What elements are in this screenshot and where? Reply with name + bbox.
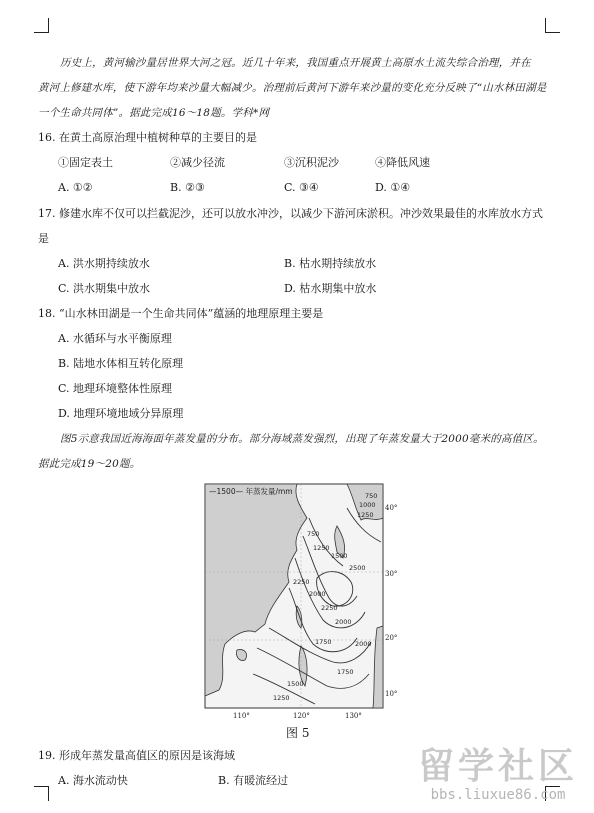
- contour-label: 1250: [357, 511, 374, 519]
- q18-option-c: C. 地理环境整体性原理: [58, 382, 173, 395]
- q17-option-d: D. 枯水期集中放水: [284, 282, 377, 295]
- contour-label: 2000: [309, 590, 326, 598]
- lon-label-110: 110°: [233, 712, 250, 720]
- intro-line-1: 历史上，黄河输沙量居世界大河之冠。近几十年来，我国重点开展黄土高原水土流失综合治理，并在: [60, 57, 531, 69]
- q16-stem: 16. 在黄土高原治理中植树种草的主要目的是: [38, 131, 257, 144]
- q16-option-c: C. ③④: [284, 181, 319, 194]
- crop-mark-bottom-left: [34, 786, 49, 801]
- q18-option-b: B. 陆地水体相互转化原理: [58, 357, 184, 370]
- q16-option-a: A. ①②: [58, 181, 93, 194]
- lat-label-30: 30°: [385, 570, 398, 578]
- map-legend: —1500— 年蒸发量/mm: [209, 487, 293, 496]
- contour-label: 2500: [349, 564, 366, 572]
- lat-label-40: 40°: [385, 504, 398, 512]
- intro-line-3: 一个生命共同体”。据此完成16～18题。学科*网: [38, 107, 270, 119]
- q16-option-d: D. ①④: [375, 181, 411, 194]
- contour-label: 1250: [273, 694, 290, 702]
- q16-option-b: B. ②③: [170, 181, 205, 194]
- fig-intro-line-2: 据此完成19～20题。: [38, 458, 141, 470]
- contour-label: 1750: [337, 668, 354, 676]
- contour-label: 1500: [331, 552, 348, 560]
- lat-label-20: 20°: [385, 634, 398, 642]
- q18-option-d: D. 地理环境地域分异原理: [58, 407, 184, 420]
- lon-label-130: 130°: [345, 712, 362, 720]
- crop-mark-top-left: [34, 18, 49, 33]
- q17-stem-line-1: 17. 修建水库不仅可以拦截泥沙，还可以放水冲沙，以减少下游河床淤积。冲沙效果最佳的水库放水方式: [38, 207, 543, 220]
- site-watermark: [418, 747, 578, 803]
- q17-option-b: B. 枯水期持续放水: [284, 257, 377, 270]
- q16-item-3: ③沉积泥沙: [284, 156, 339, 169]
- q19-option-b: B. 有暖流经过: [218, 774, 289, 787]
- q17-stem-line-2: 是: [38, 232, 49, 245]
- q19-option-a: A. 海水流动快: [58, 774, 128, 787]
- q17-option-a: A. 洪水期持续放水: [58, 257, 150, 270]
- contour-label: 2000: [335, 618, 352, 626]
- q17-option-c: C. 洪水期集中放水: [58, 282, 151, 295]
- contour-label: 2250: [293, 578, 310, 586]
- fig-intro-line-1: 图5示意我国近海海面年蒸发量的分布。部分海域蒸发强烈，出现了年蒸发量大于2000毫米的高值区。: [60, 433, 544, 445]
- intro-line-2: 黄河上修建水库，使下游年均来沙量大幅减少。治理前后黄河下游年来沙量的变化充分反映了“山水林田湖是: [38, 82, 547, 94]
- contour-label: 1750: [315, 638, 332, 646]
- q19-stem: 19. 形成年蒸发量高值区的原因是该海域: [38, 749, 235, 762]
- figure-caption: 图 5: [286, 726, 310, 740]
- lat-label-10: 10°: [385, 690, 398, 698]
- contour-label: 2000: [355, 640, 372, 648]
- watermark-url: bbs.liuxue86.com: [430, 787, 566, 803]
- watermark-text: 留学社区: [417, 746, 578, 787]
- q16-item-4: ④降低风速: [375, 156, 430, 169]
- contour-label: 750: [307, 530, 320, 538]
- q16-item-2: ②减少径流: [170, 156, 225, 169]
- contour-label: 2250: [321, 604, 338, 612]
- contour-label: 750: [365, 492, 378, 500]
- crop-mark-top-right: [545, 18, 560, 33]
- q18-option-a: A. 水循环与水平衡原理: [58, 332, 172, 345]
- evaporation-map: [197, 478, 398, 723]
- q16-item-1: ①固定表土: [58, 156, 113, 169]
- q18-stem: 18. “山水林田湖是一个生命共同体”蕴涵的地理原理主要是: [38, 307, 324, 320]
- contour-label: 1000: [359, 501, 376, 509]
- contour-label: 1250: [313, 544, 330, 552]
- lon-label-120: 120°: [293, 712, 310, 720]
- contour-label: 1500: [287, 680, 304, 688]
